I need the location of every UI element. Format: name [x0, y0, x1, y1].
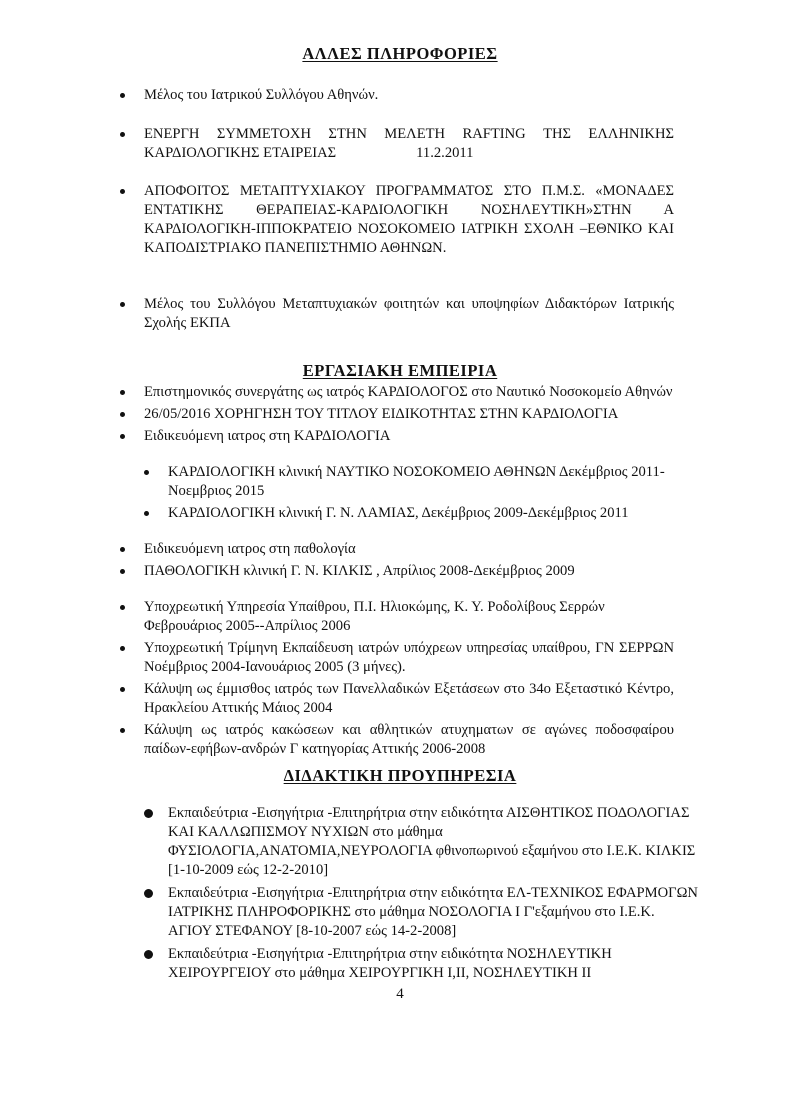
- list-item: Ειδικευόμενη ιατρος στη παθολογία: [144, 540, 674, 559]
- other-info-list: [144, 86, 674, 105]
- list-item: Κάλυψη ως έμμισθος ιατρός των Πανελλαδικών Εξετάσεων στο 34ο Εξεταστικό Κέντρο, Ηρακλείου Αττικής Μάιος 2004: [144, 681, 674, 716]
- list-item: ΑΠΟΦΟΙΤΟΣ ΜΕΤΑΠΤΥΧΙΑΚΟΥ ΠΡΟΓΡΑΜΜΑΤΟΣ ΣΤΟ Π.Μ.Σ. «ΜΟΝΑΔΕΣ ΕΝΤΑΤΙΚΗΣ ΘΕΡΑΠΕΙΑΣ-ΚΑΡΔΙΟΛΟΓΙΚΗ ΝΟΣΗΛΕΥΤΙΚΗ»ΣΤΗΝ Α ΚΑΡΔΙΟΛΟΓΙΚΗ-ΙΠΠΟΚΡΑΤΕΙΟ ΝΟΣΟΚΟΜΕΙΟ ΙΑΤΡΙΚΗ ΣΧΟΛΗ –ΕΘΝΙΚΟ ΚΑΙ ΚΑΠΟΔΙΣΤΡΙΑΚΟ ΠΑΝΕΠΙΣΤΗΜΙΟ ΑΘΗΝΩΝ.: [144, 183, 674, 256]
- list-item: 26/05/2016 ΧΟΡΗΓΗΣΗ ΤΟΥ ΤΙΤΛΟΥ ΕΙΔΙΚΟΤΗΤΑΣ ΣΤΗΝ ΚΑΡΔΙΟΛΟΓΙΑ: [144, 405, 674, 424]
- page-number: 4: [396, 986, 404, 1002]
- list-item: Επιστημονικός συνεργάτης ως ιατρός ΚΑΡΔΙΟΛΟΓΟΣ στο Ναυτικό Νοσοκομείο Αθηνών: [144, 384, 673, 400]
- list-item: Υποχρεωτική Τρίμηνη Εκπαίδευση ιατρών υπόχρεων υπηρεσίας υπαίθρου, ΓΝ ΣΕΡΡΩΝ Νοέμβριος 2004-Ιανουάριος 2005 (3 μήνες).: [144, 640, 674, 675]
- heading-other-info: ΑΛΛΕΣ ΠΛΗΡΟΦΟΡΙΕΣ: [302, 44, 498, 63]
- date-value: 11.2.2011: [416, 145, 474, 161]
- work-experience-list: [144, 540, 674, 581]
- list-item: Υποχρεωτική Υπηρεσία Υπαίθρου, Π.Ι. Ηλιοκώμης, Κ. Υ. Ροδολίβους Σερρών Φεβρουάριος 2005--Απρίλιος 2006: [144, 598, 674, 636]
- cardiology-sublist: [168, 463, 674, 523]
- work-experience-list: [144, 383, 674, 446]
- list-item: Μέλος του Συλλόγου Μεταπτυχιακών φοιτητών και υποψηφίων Διδακτόρων Ιατρικής Σχολής ΕΚΠΑ: [144, 296, 674, 331]
- list-item: Μέλος του Ιατρικού Συλλόγου Αθηνών.: [144, 86, 674, 105]
- list-item: ΕΝΕΡΓΗ ΣΥΜΜΕΤΟΧΗ ΣΤΗΝ ΜΕΛΕΤΗ RAFTING ΤΗΣ ΕΛΛΗΝΙΚΗΣ ΚΑΡΔΙΟΛΟΓΙΚΗΣ ΕΤΑΙΡΕΙΑΣ 11.2.2011: [144, 126, 674, 161]
- other-info-list: [144, 182, 674, 258]
- sub-list-item: ΚΑΡΔΙΟΛΟΓΙΚΗ κλινική ΝΑΥΤΙΚΟ ΝΟΣΟΚΟΜΕΙΟ ΑΘΗΝΩΝ Δεκέμβριος 2011-Νοεμβριος 2015: [168, 463, 674, 501]
- list-item: ΠΑΘΟΛΟΓΙΚΗ κλινική Γ. Ν. ΚΙΛΚΙΣ , Απρίλιος 2008-Δεκέμβριος 2009: [144, 562, 674, 581]
- heading-work-experience: ΕΡΓΑΣΙΑΚΗ ΕΜΠΕΙΡΙΑ: [302, 361, 498, 380]
- list-item: Ειδικευόμενη ιατρος στη ΚΑΡΔΙΟΛΟΓΙΑ: [144, 427, 674, 446]
- list-item: Εκπαιδεύτρια -Εισηγήτρια -Επιτηρήτρια στην ειδικότητα ΑΙΣΘΗΤΙΚΟΣ ΠΟΔΟΛΟΓΙΑΣ ΚΑΙ ΚΑΛΛΩΠΙΣΜΟΥ ΝΥΧΙΩΝ στο μάθημα ΦΥΣΙΟΛΟΓΙΑ,ΑΝΑΤΟΜΙΑ,ΝΕΥΡΟΛΟΓΙΑ φθινοπωρινού εξαμήνου στο Ι.Ε.Κ. ΚΙΛΚΙΣ [1-10-2009 εώς 12-2-2010]: [168, 804, 698, 880]
- other-info-list: [144, 125, 674, 163]
- list-item: Εκπαιδεύτρια -Εισηγήτρια -Επιτηρήτρια στην ειδικότητα ΝΟΣΗΛΕΥΤΙΚΗ ΧΕΙΡΟΥΡΓΕΙΟΥ στο μάθημα ΧΕΙΡΟΥΡΓΙΚΗ Ι,ΙΙ, ΝΟΣΗΛΕΥΤΙΚΗ ΙΙ: [168, 945, 698, 983]
- other-info-list: [144, 295, 674, 333]
- list-item: Κάλυψη ως ιατρός κακώσεων και αθλητικών ατυχηματων σε αγώνες ποδοσφαίρου παίδων-εφήβων-ανδρών Γ κατηγορίας Αττικής 2006-2008: [144, 722, 674, 757]
- heading-teaching: ΔΙΔΑΚΤΙΚΗ ΠΡΟΥΠΗΡΕΣΙΑ: [283, 766, 517, 785]
- teaching-list: [168, 804, 698, 983]
- list-item: Εκπαιδεύτρια -Εισηγήτρια -Επιτηρήτρια στην ειδικότητα ΕΛ-ΤΕΧΝΙΚΟΣ ΕΦΑΡΜΟΓΩΝ ΙΑΤΡΙΚΗΣ ΠΛΗΡΟΦΟΡΙΚΗΣ στο μάθημα ΝΟΣΟΛΟΓΙΑ Ι Γ'εξαμήνου στο Ι.Ε.Κ. ΑΓΙΟΥ ΣΤΕΦΑΝΟΥ [8-10-2007 εώς 14-2-2008]: [168, 885, 698, 939]
- sub-list-item: ΚΑΡΔΙΟΛΟΓΙΚΗ κλινική Γ. Ν. ΛΑΜΙΑΣ, Δεκέμβριος 2009-Δεκέμβριος 2011: [168, 504, 674, 523]
- work-experience-list: [144, 598, 674, 759]
